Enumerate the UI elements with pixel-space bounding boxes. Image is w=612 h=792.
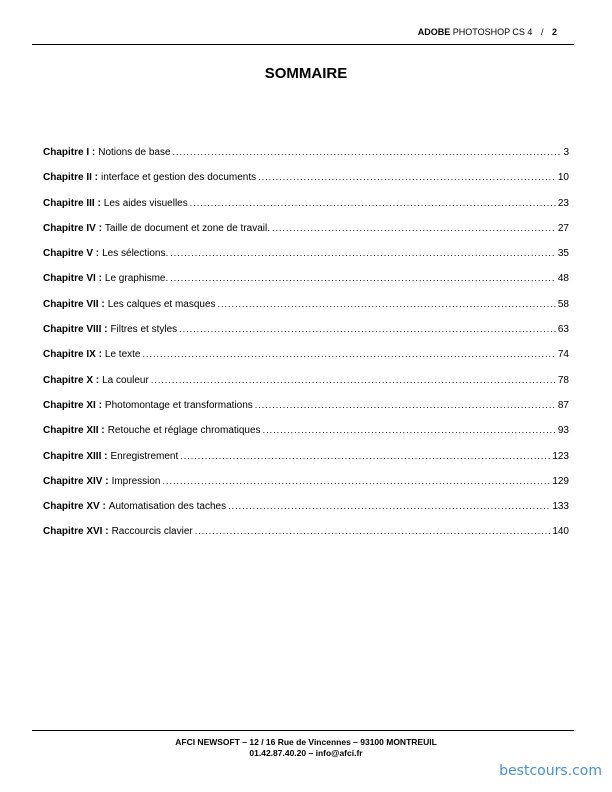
- toc-entry[interactable]: [43, 145, 569, 170]
- toc-page-number: 63: [557, 324, 569, 336]
- toc-entry[interactable]: [43, 297, 569, 322]
- toc-page-number: 23: [557, 197, 569, 209]
- toc-chapter-label: Chapitre VI :: [43, 273, 102, 285]
- toc-dot-leader: [179, 322, 556, 336]
- footer-address: AFCI NEWSOFT – 12 / 16 Rue de Vincennes – 93100 MONTREUIL: [175, 737, 437, 747]
- toc-chapter-title: Le texte: [104, 349, 141, 361]
- toc-page-number: 48: [557, 273, 569, 285]
- toc-page-number: 74: [557, 349, 569, 361]
- toc-page-number: 3: [563, 147, 569, 158]
- toc-chapter-title: Les aides visuelles: [103, 197, 188, 209]
- toc-chapter-title: Les sélections.: [102, 248, 169, 260]
- toc-chapter-label: Chapitre VIII :: [43, 324, 108, 336]
- toc-chapter-title: Filtres et styles: [110, 324, 178, 336]
- toc-entry[interactable]: [43, 322, 569, 347]
- table-of-contents: [43, 145, 569, 550]
- toc-dot-leader: [180, 449, 550, 463]
- toc-dot-leader: [263, 423, 556, 437]
- toc-dot-leader: [151, 373, 556, 387]
- toc-dot-leader: [170, 246, 556, 260]
- toc-page-number: 133: [552, 501, 569, 513]
- toc-entry[interactable]: [43, 246, 569, 271]
- toc-entry[interactable]: [43, 524, 569, 549]
- toc-dot-leader: [195, 524, 551, 538]
- toc-dot-leader: [272, 221, 556, 235]
- toc-chapter-label: Chapitre II :: [43, 172, 99, 184]
- toc-chapter-title: La couleur: [102, 374, 149, 386]
- toc-dot-leader: [218, 297, 556, 311]
- footer-contact: 01.42.87.40.20 – info@afci.fr: [249, 748, 363, 758]
- toc-page-number: 129: [552, 475, 569, 487]
- toc-dot-leader: [170, 271, 556, 285]
- toc-entry[interactable]: [43, 474, 569, 499]
- toc-entry[interactable]: [43, 271, 569, 296]
- toc-page-number: 27: [557, 222, 569, 234]
- header-divider: [32, 44, 574, 45]
- toc-entry[interactable]: [43, 449, 569, 474]
- header-product: PHOTOSHOP CS 4: [452, 27, 533, 37]
- toc-entry[interactable]: [43, 423, 569, 448]
- toc-entry[interactable]: [43, 221, 569, 246]
- toc-page-number: 87: [557, 399, 569, 411]
- page-title: SOMMAIRE: [264, 65, 348, 82]
- toc-entry[interactable]: [43, 398, 569, 423]
- header-separator: /: [540, 27, 544, 37]
- toc-chapter-title: Enregistrement: [110, 450, 179, 462]
- toc-dot-leader: [173, 145, 562, 159]
- toc-page-number: 140: [552, 526, 569, 538]
- toc-entry[interactable]: [43, 196, 569, 221]
- toc-chapter-label: Chapitre VII :: [43, 298, 105, 310]
- toc-dot-leader: [258, 170, 556, 184]
- watermark-link[interactable]: bestcours.com: [499, 763, 602, 779]
- toc-chapter-label: Chapitre IV :: [43, 222, 102, 234]
- toc-chapter-title: Retouche et réglage chromatiques: [107, 425, 261, 437]
- toc-entry[interactable]: [43, 373, 569, 398]
- toc-page-number: 10: [557, 172, 569, 184]
- toc-chapter-title: Le graphisme.: [104, 273, 169, 285]
- toc-chapter-title: Notions de base: [98, 147, 171, 158]
- page-footer: [0, 737, 612, 759]
- toc-chapter-label: Chapitre XIII :: [43, 450, 108, 462]
- toc-chapter-title: Raccourcis clavier: [111, 526, 193, 538]
- toc-chapter-title: Automatisation des taches: [108, 501, 227, 513]
- toc-chapter-title: Photomontage et transformations: [104, 399, 253, 411]
- toc-chapter-label: Chapitre X :: [43, 374, 100, 386]
- toc-chapter-label: Chapitre XIV :: [43, 475, 109, 487]
- toc-chapter-label: Chapitre XV :: [43, 501, 106, 513]
- toc-chapter-title: Les calques et masques: [107, 298, 216, 310]
- toc-chapter-title: Impression: [111, 475, 161, 487]
- toc-chapter-label: Chapitre IX :: [43, 349, 102, 361]
- toc-page-number: 93: [557, 425, 569, 437]
- page-header: [418, 26, 557, 38]
- toc-page-number: 123: [552, 450, 569, 462]
- toc-entry[interactable]: [43, 499, 569, 524]
- toc-dot-leader: [162, 474, 550, 488]
- toc-dot-leader: [143, 347, 556, 361]
- toc-chapter-label: Chapitre V :: [43, 248, 100, 260]
- toc-chapter-label: Chapitre III :: [43, 197, 101, 209]
- toc-page-number: 58: [557, 298, 569, 310]
- toc-chapter-label: Chapitre XVI :: [43, 526, 109, 538]
- toc-dot-leader: [255, 398, 556, 412]
- toc-chapter-title: Taille de document et zone de travail.: [104, 222, 271, 234]
- toc-chapter-title: interface et gestion des documents: [101, 172, 257, 184]
- header-brand: ADOBE: [417, 27, 451, 37]
- toc-entry[interactable]: [43, 170, 569, 195]
- toc-dot-leader: [190, 196, 556, 210]
- toc-entry[interactable]: [43, 347, 569, 372]
- toc-page-number: 35: [557, 248, 569, 260]
- toc-chapter-label: Chapitre XII :: [43, 425, 105, 437]
- toc-page-number: 78: [557, 374, 569, 386]
- toc-chapter-label: Chapitre I :: [43, 147, 96, 158]
- footer-divider: [32, 730, 574, 731]
- toc-chapter-label: Chapitre XI :: [43, 399, 102, 411]
- header-page-number: 2: [551, 27, 557, 37]
- toc-dot-leader: [228, 499, 550, 513]
